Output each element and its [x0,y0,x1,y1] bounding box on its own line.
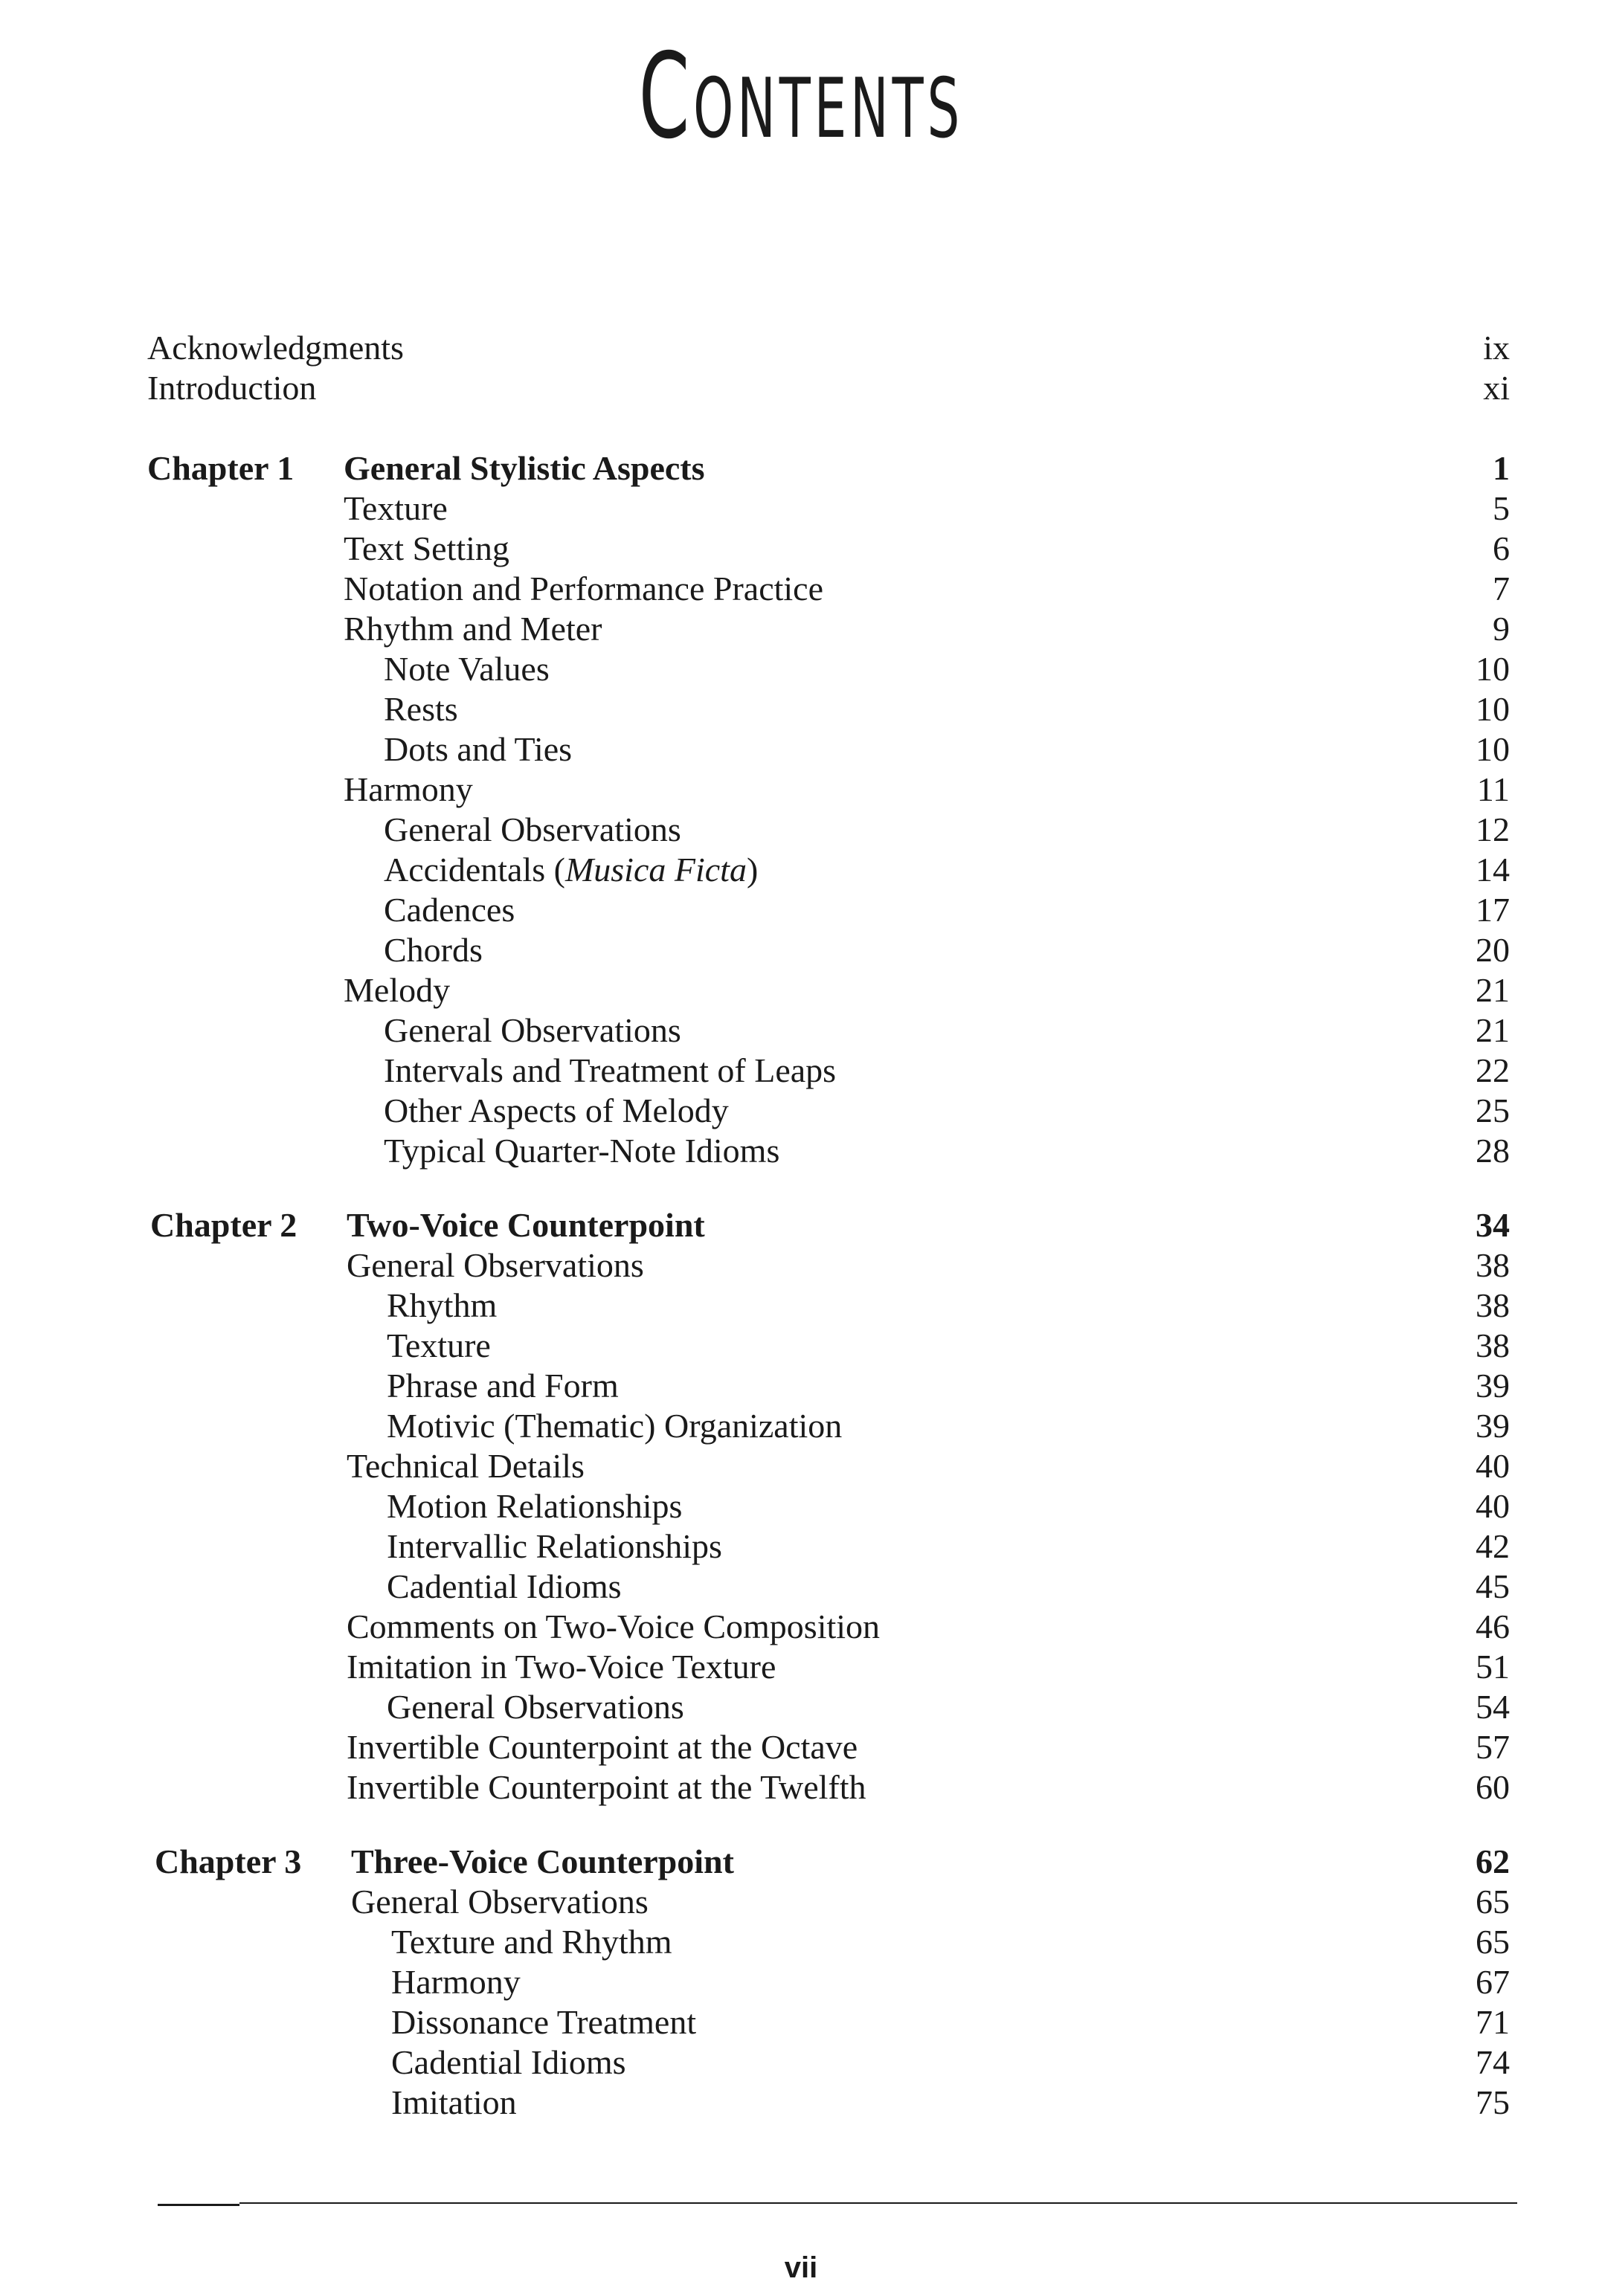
toc-page-number: 25 [1476,1091,1510,1129]
toc-subentry: Motion Relationships [387,1487,683,1525]
toc-page-number: 51 [1476,1648,1510,1686]
toc-subentry: Rhythm [387,1286,498,1324]
chapter-label: Chapter 3 [155,1842,302,1880]
chapter-title: Three-Voice Counterpoint [351,1842,734,1880]
front-matter-label: Acknowledgments [147,329,404,367]
toc-subentry: Intervals and Treatment of Leaps [384,1051,837,1089]
toc-subentry: Texture and Rhythm [391,1923,672,1961]
toc-page-number: 21 [1476,971,1510,1009]
toc-entry: Invertible Counterpoint at the Octave [347,1728,858,1766]
toc-subentry: Cadences [384,891,515,929]
toc-entry: General Observations [347,1246,644,1284]
chapter-title: General Stylistic Aspects [344,449,705,487]
toc-page-number: 17 [1476,891,1510,929]
toc-page-number: 12 [1476,810,1510,848]
toc-page-number: 5 [1493,489,1510,527]
toc-page-number: 42 [1476,1527,1510,1565]
toc-page-number: 57 [1476,1728,1510,1766]
toc-subentry: Motivic (Thematic) Organization [387,1407,843,1445]
toc-page-number: 40 [1476,1487,1510,1525]
toc-entry: General Observations [351,1883,649,1921]
toc-page-number: 7 [1493,570,1510,607]
footer-rule [239,2202,1517,2204]
toc-page-number: 10 [1476,690,1510,728]
toc-subentry: Cadential Idioms [391,2043,626,2081]
toc-subentry: Cadential Idioms [387,1567,622,1605]
toc-page-number: 9 [1493,610,1510,648]
toc-page-number: 71 [1476,2003,1510,2041]
toc-page-number: 28 [1476,1132,1510,1170]
toc-subentry: General Observations [384,810,681,848]
toc-subentry: Intervallic Relationships [387,1527,722,1565]
toc-entry: Comments on Two-Voice Composition [347,1607,881,1645]
toc-entry: Harmony [344,770,473,808]
toc-subentry: Chords [384,931,483,969]
page-number: vii [784,2251,818,2284]
toc-page-number: 65 [1476,1923,1510,1961]
toc-page-number: 45 [1476,1567,1510,1605]
toc-subentry: Accidentals (Musica Ficta) [384,851,759,889]
toc-subentry: Imitation [391,2083,517,2121]
toc-subentry: Other Aspects of Melody [384,1091,729,1129]
toc-page-number: 22 [1476,1051,1510,1089]
front-matter-page: ix [1483,329,1510,367]
toc-page-number: 39 [1476,1407,1510,1445]
toc-page-number: 67 [1476,1963,1510,2001]
toc-entry: Invertible Counterpoint at the Twelfth [347,1768,866,1806]
toc-subentry: Texture [387,1326,491,1364]
toc-subentry: General Observations [387,1688,684,1726]
front-matter-page: xi [1483,369,1510,407]
chapter-title: Two-Voice Counterpoint [347,1206,705,1244]
chapter-page: 34 [1476,1206,1510,1244]
toc-subentry: Note Values [384,650,550,688]
chapter-page: 62 [1476,1842,1510,1880]
chapter-page: 1 [1493,449,1510,487]
toc-page-number: 46 [1476,1607,1510,1645]
toc-subentry: Rests [384,690,458,728]
toc-page-number: 54 [1476,1688,1510,1726]
toc-page-number: 10 [1476,650,1510,688]
toc-page-number: 40 [1476,1447,1510,1485]
toc-entry: Notation and Performance Practice [344,570,824,607]
toc-entry: Imitation in Two-Voice Texture [347,1648,776,1686]
toc-entry: Text Setting [344,529,509,567]
page-title: Contents [638,28,964,165]
toc-page-number: 60 [1476,1768,1510,1806]
chapter-label: Chapter 1 [147,449,295,487]
toc-page-number: 10 [1476,730,1510,768]
toc-page-number: 14 [1476,851,1510,889]
toc-subentry: Dots and Ties [384,730,573,768]
toc-entry: Melody [344,971,451,1009]
toc-page-number: 74 [1476,2043,1510,2081]
toc-page-number: 39 [1476,1367,1510,1405]
toc-page-number: 21 [1476,1011,1510,1049]
toc-page-number: 38 [1476,1326,1510,1364]
toc-page-number: 38 [1476,1286,1510,1324]
toc-subentry: Typical Quarter-Note Idioms [384,1132,780,1170]
toc-subentry: Dissonance Treatment [391,2003,697,2041]
toc-entry: Rhythm and Meter [344,610,602,648]
toc-subentry: General Observations [384,1011,681,1049]
toc-page-number: 6 [1493,529,1510,567]
toc-entry: Technical Details [347,1447,585,1485]
toc-subentry: Phrase and Form [387,1367,619,1405]
front-matter-label: Introduction [147,369,317,407]
toc-page-number: 65 [1476,1883,1510,1921]
chapter-label: Chapter 2 [150,1206,297,1244]
toc-page-number: 75 [1476,2083,1510,2121]
toc-page-number: 20 [1476,931,1510,969]
toc-subentry: Harmony [391,1963,521,2001]
toc-entry: Texture [344,489,448,527]
toc-page-number: 38 [1476,1246,1510,1284]
footer-rule-accent [158,2204,239,2206]
toc-page-number: 11 [1476,770,1510,808]
